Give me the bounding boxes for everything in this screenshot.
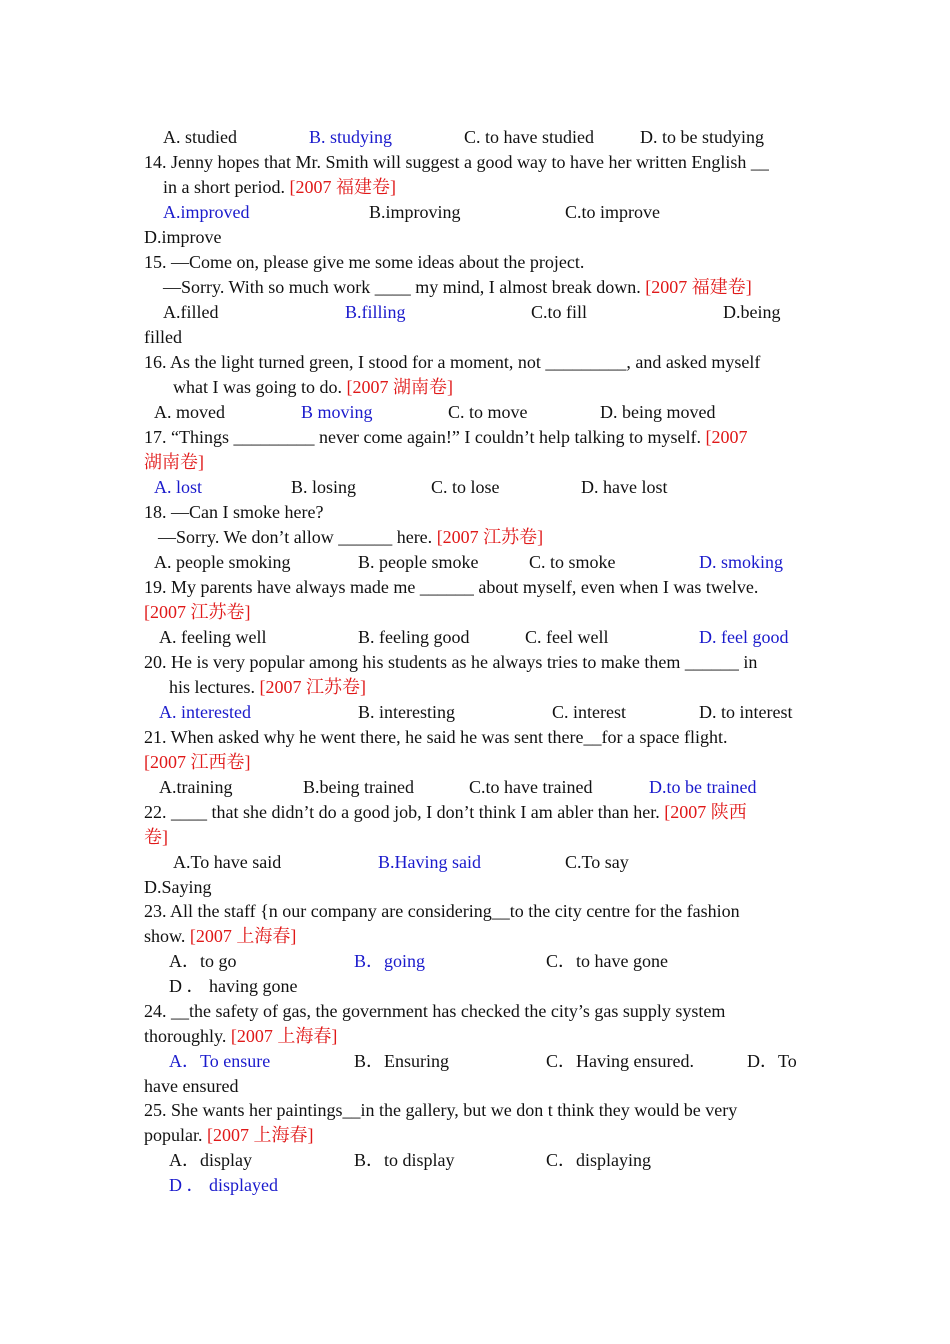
- q13-option-a: A. studied: [163, 127, 237, 147]
- q25-stem-cont: popular. [2007 上海春]: [144, 1125, 314, 1145]
- q17-option-a: A. lost: [154, 477, 203, 497]
- q20-option-c: C. interest: [552, 702, 626, 722]
- q24-option-d: D．To: [747, 1051, 797, 1071]
- q21-option-b: B.being trained: [303, 777, 414, 797]
- q23-stem-cont: show. [2007 上海春]: [144, 926, 297, 946]
- q14-option-b: B.improving: [369, 202, 461, 222]
- q18-option-d: D. smoking: [699, 552, 784, 572]
- q14-option-a: A.improved: [163, 202, 250, 222]
- q20-option-b: B. interesting: [358, 702, 455, 722]
- q18-stem: 18. —Can I smoke here?: [144, 502, 324, 522]
- q15-option-a: A.filled: [163, 302, 219, 322]
- q25-option-a: A．display: [169, 1150, 252, 1170]
- q25-option-d: D ． displayed: [169, 1175, 278, 1195]
- q20-source: [2007 江苏卷]: [259, 677, 366, 697]
- q23-source: [2007 上海春]: [189, 926, 297, 946]
- q25-option-c: C．displaying: [546, 1150, 652, 1170]
- q15-option-d-cont: filled: [144, 327, 182, 347]
- q13-option-d: D. to be studying: [640, 127, 764, 147]
- q22-source-cont: 卷]: [144, 827, 168, 847]
- q16-option-a: A. moved: [154, 402, 225, 422]
- q25-source: [2007 上海春]: [207, 1125, 314, 1145]
- q21-option-d: D.to be trained: [649, 777, 757, 797]
- q24-source: [2007 上海春]: [230, 1026, 338, 1046]
- q23-option-b: B．going: [354, 951, 426, 971]
- q19-option-b: B. feeling good: [358, 627, 470, 647]
- q24-option-c: C．Having ensured.: [546, 1051, 694, 1071]
- q19-option-d: D. feel good: [699, 627, 789, 647]
- q20-option-d: D. to interest: [699, 702, 793, 722]
- q16-option-d: D. being moved: [600, 402, 716, 422]
- q21-source: [2007 江西卷]: [144, 752, 251, 772]
- q20-stem: 20. He is very popular among his students as he always tries to make them ______ in: [144, 652, 758, 672]
- q22-option-d: D.Saying: [144, 877, 212, 897]
- q22-option-c: C.To say: [565, 852, 629, 872]
- q15-option-c: C.to fill: [531, 302, 588, 322]
- q19-option-c: C. feel well: [525, 627, 609, 647]
- q15-stem-cont: —Sorry. With so much work ____ my mind, I almost break down. [2007 福建卷]: [163, 277, 752, 297]
- q25-option-b: B．to display: [354, 1150, 455, 1170]
- q19-stem: 19. My parents have always made me ______ about myself, even when I was twelve.: [144, 577, 759, 597]
- q24-stem: 24. __the safety of gas, the government has checked the city’s gas supply system: [144, 1001, 726, 1021]
- q14-option-c: C.to improve: [565, 202, 660, 222]
- q20-option-a: A. interested: [159, 702, 251, 722]
- q24-option-a: A．To ensure: [169, 1051, 271, 1071]
- q16-stem-cont: what I was going to do. [2007 湖南卷]: [173, 377, 453, 397]
- q22-source: [2007 陕西: [664, 802, 747, 822]
- q15-stem: 15. —Come on, please give me some ideas about the project.: [144, 252, 585, 272]
- q24-option-d-cont: have ensured: [144, 1076, 239, 1096]
- q14-stem-cont: in a short period. [2007 福建卷]: [163, 177, 396, 197]
- q23-option-c: C．to have gone: [546, 951, 668, 971]
- q22-stem: 22. ____ that she didn’t do a good job, I don’t think I am abler than her. [2007 陕西: [144, 802, 747, 822]
- q16-stem: 16. As the light turned green, I stood for a moment, not _________, and asked myself: [144, 352, 761, 372]
- q13-option-b: B. studying: [309, 127, 393, 147]
- q24-option-b: B．Ensuring: [354, 1051, 450, 1071]
- q15-source: [2007 福建卷]: [645, 277, 752, 297]
- q18-stem-cont: —Sorry. We don’t allow ______ here. [2007 江苏卷]: [158, 527, 544, 547]
- q22-option-b: B.Having said: [378, 852, 481, 872]
- q18-source: [2007 江苏卷]: [436, 527, 544, 547]
- q20-stem-cont: his lectures. [2007 江苏卷]: [169, 677, 366, 697]
- q16-option-c: C. to move: [448, 402, 528, 422]
- q19-option-a: A. feeling well: [159, 627, 267, 647]
- q18-option-a: A. people smoking: [154, 552, 291, 572]
- q17-option-c: C. to lose: [431, 477, 500, 497]
- q23-option-d: D ． having gone: [169, 976, 298, 996]
- q17-option-b: B. losing: [291, 477, 357, 497]
- q23-stem: 23. All the staff {n our company are considering__to the city centre for the fashion: [144, 901, 740, 921]
- q16-option-b: B moving: [301, 402, 373, 422]
- q22-option-a: A.To have said: [173, 852, 282, 872]
- q21-option-c: C.to have trained: [469, 777, 593, 797]
- q15-option-b: B.filling: [345, 302, 406, 322]
- q15-option-d: D.being: [723, 302, 781, 322]
- q23-option-a: A．to go: [169, 951, 237, 971]
- q18-option-c: C. to smoke: [529, 552, 616, 572]
- q19-source: [2007 江苏卷]: [144, 602, 251, 622]
- q17-source: [2007: [705, 427, 748, 447]
- q21-option-a: A.training: [159, 777, 233, 797]
- q18-option-b: B. people smoke: [358, 552, 479, 572]
- q24-stem-cont: thoroughly. [2007 上海春]: [144, 1026, 338, 1046]
- q25-stem: 25. She wants her paintings__in the gallery, but we don t think they would be very: [144, 1100, 738, 1120]
- q14-source: [2007 福建卷]: [289, 177, 396, 197]
- q16-source: [2007 湖南卷]: [346, 377, 453, 397]
- q17-option-d: D. have lost: [581, 477, 668, 497]
- q21-stem: 21. When asked why he went there, he said he was sent there__for a space flight.: [144, 727, 728, 747]
- q14-stem: 14. Jenny hopes that Mr. Smith will suggest a good way to have her written English __: [144, 152, 769, 172]
- q17-source-cont: 湖南卷]: [144, 452, 204, 472]
- q17-stem: 17. “Things _________ never come again!” I couldn’t help talking to myself. [2007: [144, 427, 748, 447]
- q14-option-d: D.improve: [144, 227, 222, 247]
- q13-option-c: C. to have studied: [464, 127, 594, 147]
